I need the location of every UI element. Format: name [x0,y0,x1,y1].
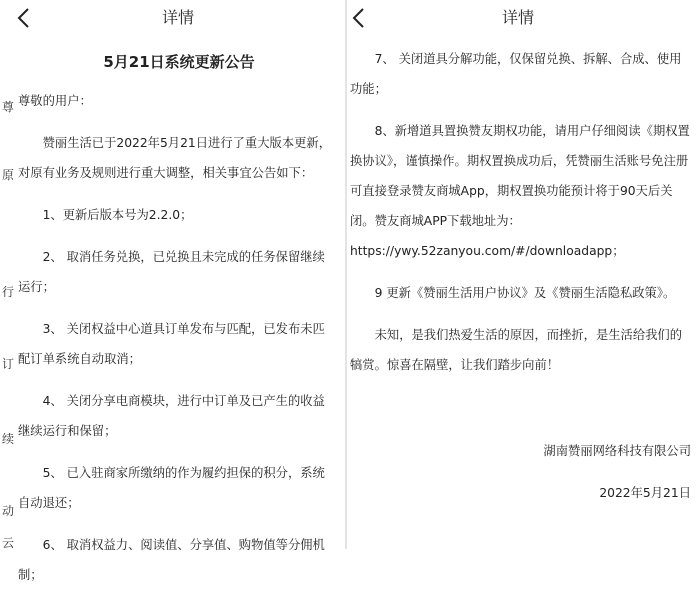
edge-fragment: 续 [2,432,15,446]
list-item: 3、 关闭权益中心道具订单发布与匹配，已发布未匹配订单系统自动取消； [18,322,325,366]
nav-bar [347,0,700,34]
date: 2022年5月21日 [599,486,691,500]
list-item: 6、 取消权益力、阅读值、分享值、购物值等分佣机制； [18,538,325,582]
list-item: 8、新增道具置换赞友期权功能，请用户仔细阅读《期权置换协议》，谨慎操作。期权置换成功后，凭赞丽生活账号免注册可直接登录赞友商城App，期权置换功能预计将于90天后关闭。赞友商城APP下载地址为：https://ywy.52zanyou.com/#/downloadapp； [350,124,690,258]
list-item: 1、更新后版本号为2.2.0； [42,208,193,222]
page-title: 5月21日系统更新公告 [103,53,255,71]
list-item: 5、 已入驻商家所缴纳的作为履约担保的积分，系统自动退还； [18,466,325,510]
announcement-body [18,44,334,590]
edge-fragment: 云 [2,536,15,550]
left-screen [0,0,345,582]
announcement-body [350,44,691,508]
paragraph: 赞丽生活已于2022年5月21日进行了重大版本更新，对原有业务及规则进行重大调整，相关事宜公告如下： [18,136,332,180]
edge-fragment: 原 [2,168,15,182]
chevron-left-icon[interactable] [349,7,369,29]
edge-fragment: 动 [2,504,15,518]
edge-fragment: 尊 [2,100,15,114]
list-item: 9 更新《赞丽生活用户协议》及《赞丽生活隐私政策》。 [374,286,676,300]
nav-bar [0,0,345,34]
chevron-left-icon[interactable] [14,7,34,29]
list-item: 7、 关闭道具分解功能，仅保留兑换、拆解、合成、使用功能； [350,52,682,96]
paragraph: 未知，是我们热爱生活的原因，而挫折，是生活给我们的犒赏。惊喜在隔壁，让我们踏步向前！ [350,328,683,372]
nav-title: 详情 [162,8,195,27]
nav-title: 详情 [502,8,535,27]
salutation: 尊敬的用户： [18,94,92,108]
signature: 湖南赞丽网络科技有限公司 [543,444,691,458]
list-item: 4、 关闭分享电商模块，进行中订单及已产生的收益继续运行和保留； [18,394,325,438]
edge-fragment: 订 [2,357,15,371]
edge-fragment: 行 [2,285,15,299]
right-screen [347,0,700,549]
list-item: 2、 取消任务兑换，已兑换且未完成的任务保留继续运行； [18,250,325,294]
